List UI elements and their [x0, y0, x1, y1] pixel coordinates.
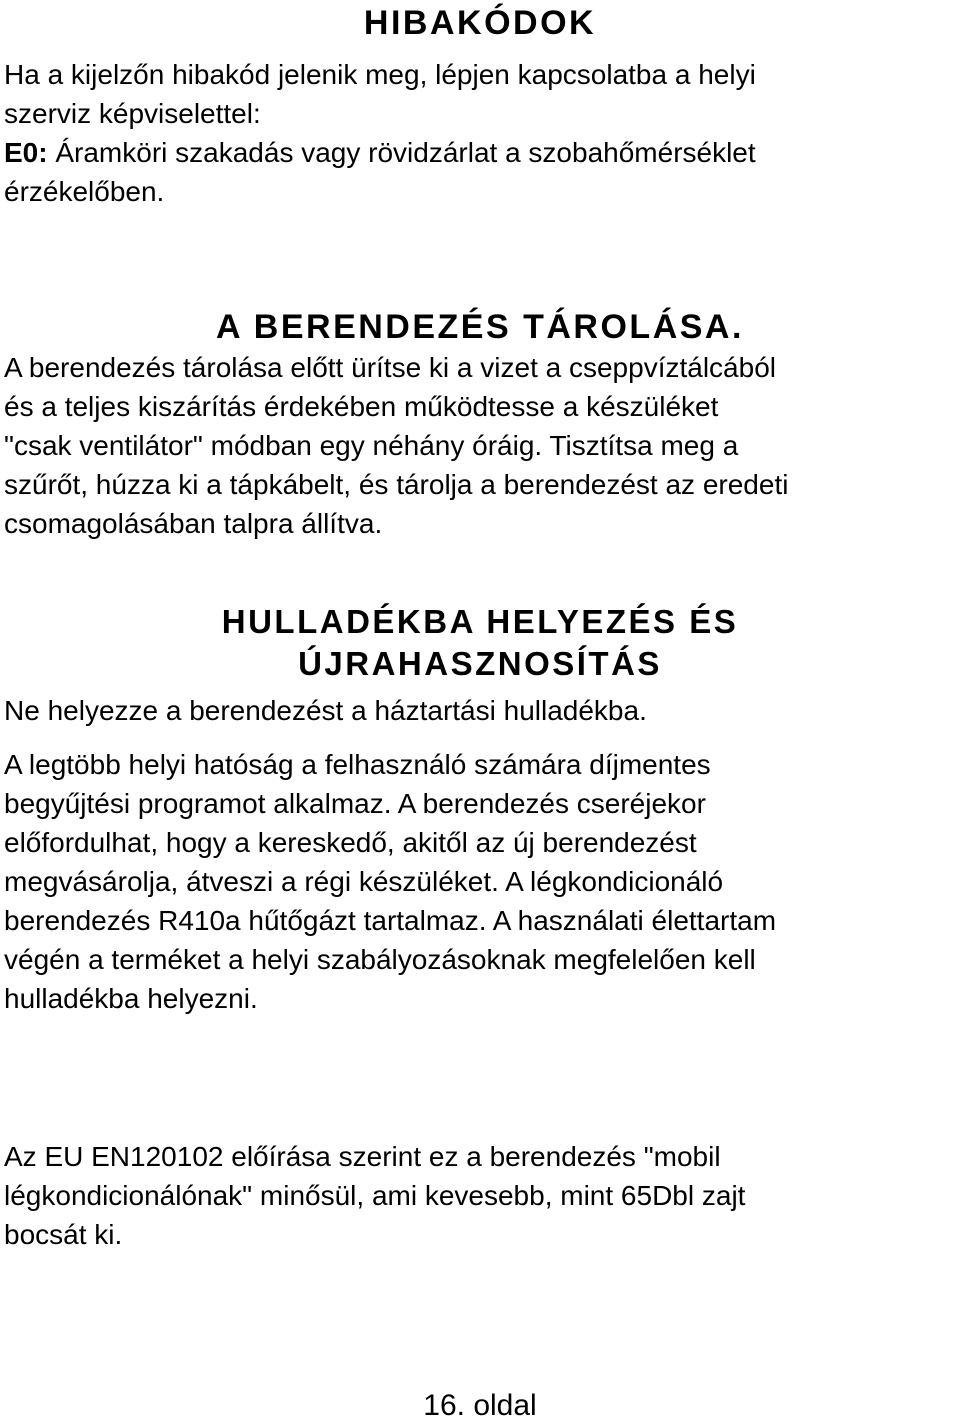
- storage-line: és a teljes kiszárítás érdekében működtesse a készüléket: [4, 391, 719, 422]
- disposal-line: A legtöbb helyi hatóság a felhasználó számára díjmentes: [4, 749, 711, 780]
- eu-note-line: Az EU EN120102 előírása szerint ez a berendezés "mobil: [4, 1141, 721, 1172]
- errors-intro: [4, 55, 960, 133]
- eu-note-line: bocsát ki.: [4, 1219, 123, 1250]
- error-code-e0: [4, 133, 960, 211]
- storage-heading: A BERENDEZÉS TÁROLÁSA.: [216, 308, 744, 346]
- error-code-label: E0:: [4, 137, 48, 168]
- errors-intro-line: Ha a kijelzőn hibakód jelenik meg, lépjen kapcsolatba a helyi: [4, 59, 756, 90]
- disposal-line: végén a terméket a helyi szabályozásoknak megfelelően kell: [4, 944, 756, 975]
- disposal-line: hulladékba helyezni.: [4, 983, 258, 1014]
- disposal-line: begyűjtési programot alkalmaz. A berendezés cseréjekor: [4, 788, 706, 819]
- storage-line: A berendezés tárolása előtt ürítse ki a vizet a cseppvíztálcából: [4, 352, 776, 383]
- storage-paragraph: [4, 348, 960, 543]
- errors-intro-line: szerviz képviselettel:: [4, 98, 261, 129]
- error-code-line: [4, 133, 960, 172]
- eu-note-line: légkondicionálónak" minősül, ami kevesebb, mint 65Dbl zajt: [4, 1180, 746, 1211]
- disposal-line: Ne helyezze a berendezést a háztartási hulladékba.: [4, 695, 647, 726]
- page-number: 16. oldal: [423, 1389, 537, 1422]
- error-code-line: érzékelőben.: [4, 176, 165, 207]
- storage-line: csomagolásában talpra állítva.: [4, 508, 383, 539]
- errors-heading: HIBAKÓDOK: [363, 4, 597, 42]
- disposal-heading-line: HULLADÉKBA HELYEZÉS ÉS: [221, 603, 739, 640]
- disposal-line: előfordulhat, hogy a kereskedő, akitől az új berendezést: [4, 827, 697, 858]
- disposal-paragraph: [4, 745, 960, 1018]
- disposal-line: megvásárolja, átveszi a régi készüléket. A légkondicionáló: [4, 866, 724, 897]
- disposal-heading-line: ÚJRAHASZNOSÍTÁS: [298, 645, 662, 682]
- disposal-heading: [0, 601, 960, 685]
- error-code-text: Áramköri szakadás vagy rövidzárlat a szobahőmérséklet: [47, 137, 756, 168]
- storage-line: szűrőt, húzza ki a tápkábelt, és tárolja a berendezést az eredeti: [4, 469, 789, 500]
- disposal-line: berendezés R410a hűtőgázt tartalmaz. A használati élettartam: [4, 905, 777, 936]
- disposal-first-line: [4, 691, 960, 730]
- eu-note-paragraph: [4, 1137, 960, 1254]
- storage-line: "csak ventilátor" módban egy néhány óráig. Tisztítsa meg a: [4, 430, 739, 461]
